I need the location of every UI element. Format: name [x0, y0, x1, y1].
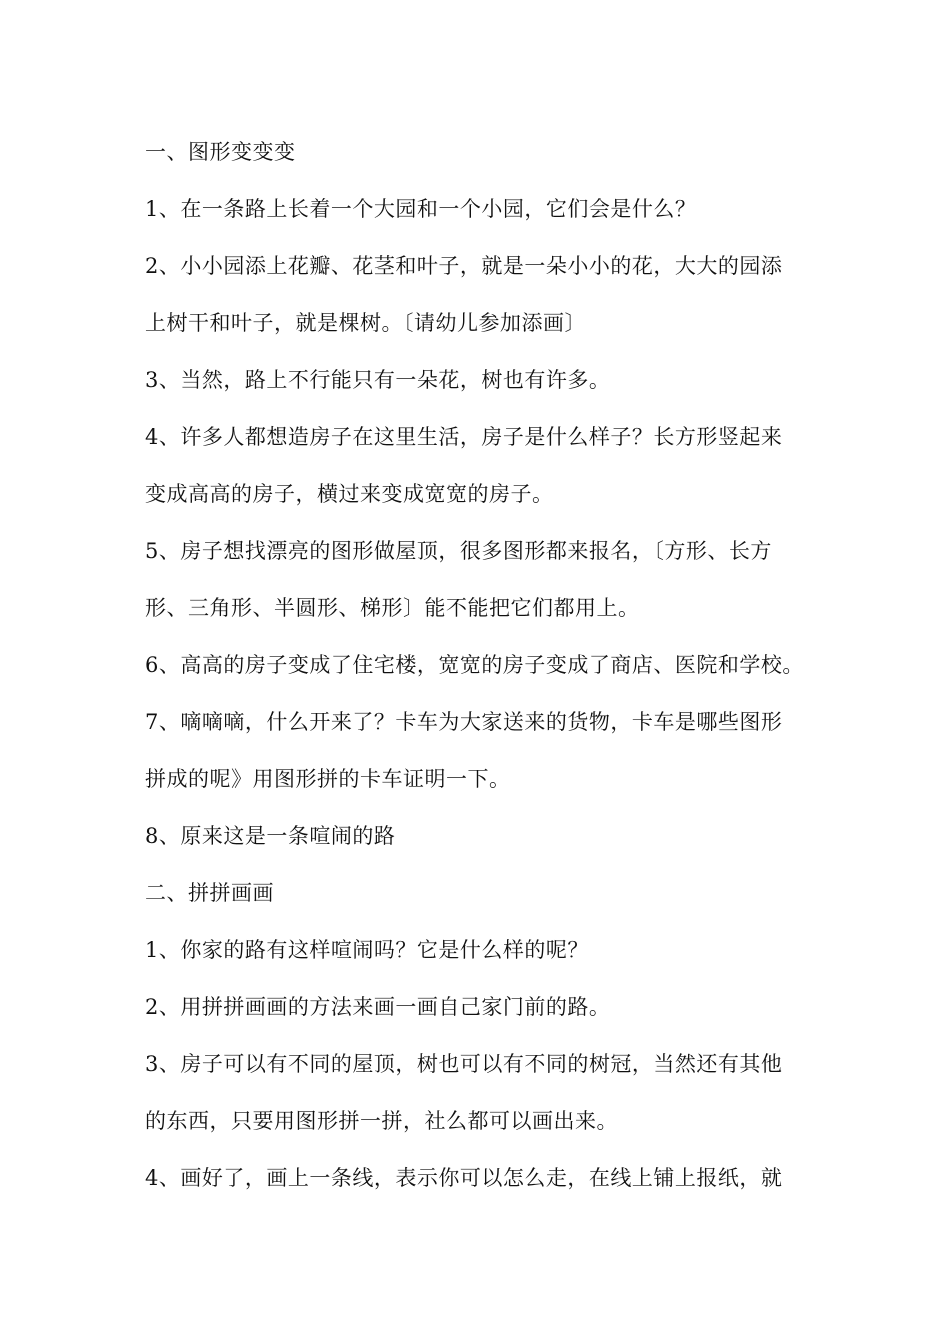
paragraph-line: 拼成的呢》用图形拼的卡车证明一下。	[145, 767, 511, 791]
document-body	[145, 130, 825, 1213]
paragraph-line: 5、房子想找漂亮的图形做屋顶，很多图形都来报名，〔方形、长方	[145, 539, 772, 563]
section-heading-2: 二、拼拼画画	[145, 881, 274, 905]
paragraph-line: 7、嘀嘀嘀，什么开来了？卡车为大家送来的货物，卡车是哪些图形	[145, 710, 783, 734]
paragraph-line: 4、许多人都想造房子在这里生活，房子是什么样子？长方形竖起来	[145, 425, 783, 449]
paragraph-line: 的东西，只要用图形拼一拼，社么都可以画出来。	[145, 1109, 618, 1133]
paragraph-line: 3、房子可以有不同的屋顶，树也可以有不同的树冠，当然还有其他	[145, 1052, 783, 1076]
paragraph-line: 上树干和叶子，就是棵树。〔请幼儿参加添画〕	[145, 311, 586, 335]
section-heading-1: 一、图形变变变	[145, 140, 296, 164]
paragraph-line: 8、原来这是一条喧闹的路	[145, 824, 396, 848]
paragraph-line: 变成高高的房子，横过来变成宽宽的房子。	[145, 482, 554, 506]
paragraph-line: 4、画好了，画上一条线，表示你可以怎么走，在线上铺上报纸，就	[145, 1166, 783, 1190]
paragraph-line: 1、在一条路上长着一个大园和一个小园，它们会是什么？	[145, 197, 697, 221]
paragraph-line: 1、你家的路有这样喧闹吗？它是什么样的呢？	[145, 938, 589, 962]
paragraph-line: 6、高高的房子变成了住宅楼，宽宽的房子变成了商店、医院和学校。	[145, 653, 804, 677]
paragraph-line: 形、三角形、半圆形、梯形〕能不能把它们都用上。	[145, 596, 640, 620]
paragraph-line: 2、用拼拼画画的方法来画一画自己家门前的路。	[145, 995, 611, 1019]
paragraph-line: 2、小小园添上花瓣、花茎和叶子，就是一朵小小的花，大大的园添	[145, 254, 783, 278]
paragraph-line: 3、当然，路上不行能只有一朵花，树也有许多。	[145, 368, 611, 392]
